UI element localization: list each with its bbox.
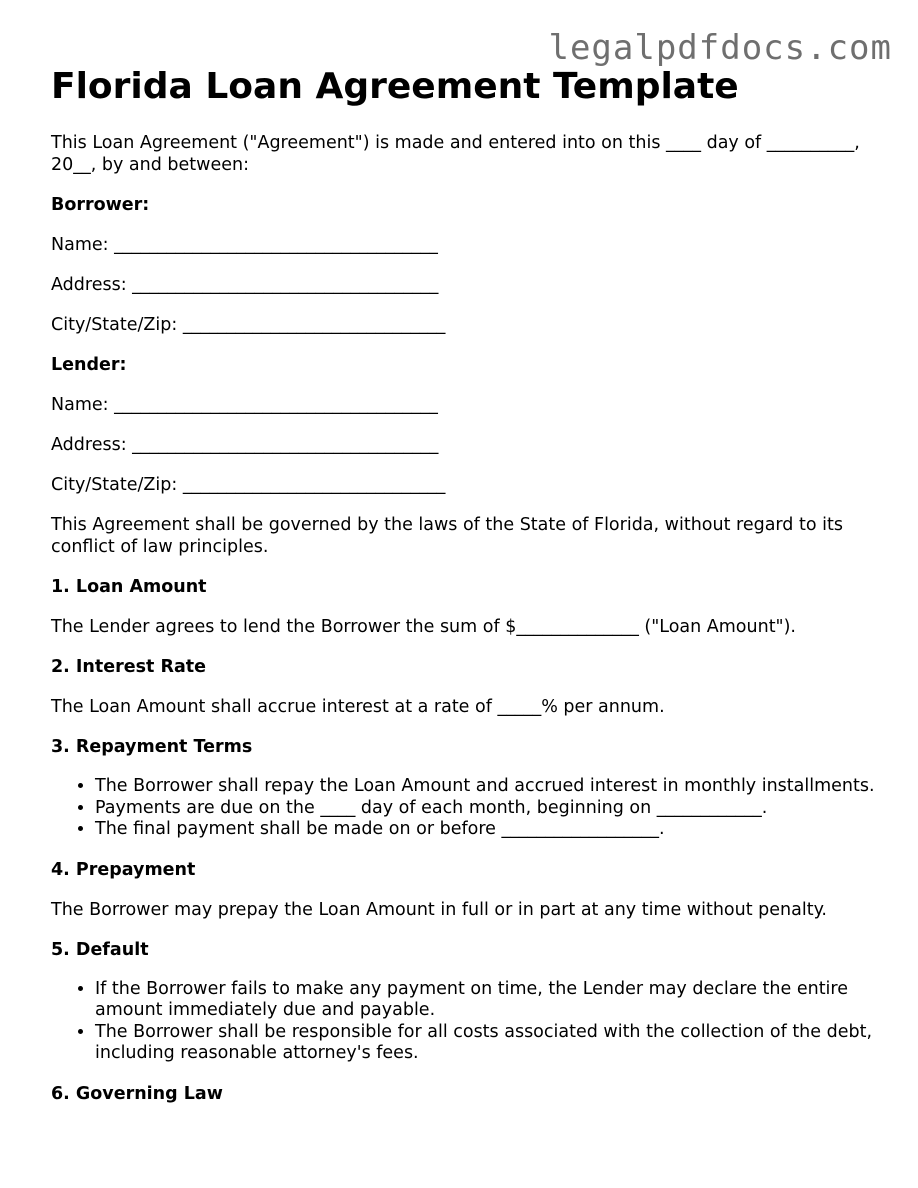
prepayment-text: The Borrower may prepay the Loan Amount in full or in part at any time without penalty. xyxy=(51,899,827,920)
lender-city-line: City/State/Zip: ______________________________ xyxy=(51,475,446,495)
interest-rate-text: The Loan Amount shall accrue interest at a rate of _____% per annum. xyxy=(51,697,665,717)
section-heading-prepayment: 4. Prepayment xyxy=(51,859,196,880)
intro-paragraph: This Loan Agreement ("Agreement") is made and entered into on this ____ day of __________, 20__, by and between: xyxy=(51,133,860,175)
section-heading-repayment-terms: 3. Repayment Terms xyxy=(51,737,253,757)
governing-paragraph: This Agreement shall be governed by the laws of the State of Florida, without regard to its conflict of law principles. xyxy=(51,515,843,557)
section-heading-governing-law: 6. Governing Law xyxy=(51,1083,223,1104)
default-list xyxy=(51,979,891,1065)
lender-name-line: Name: _____________________________________ xyxy=(51,395,438,415)
section-heading-default: 5. Default xyxy=(51,939,149,960)
repayment-list xyxy=(51,776,891,841)
list-item: • If the Borrower fails to make any payment on time, the Lender may declare the entire amount immediately due and payable. xyxy=(95,979,891,1022)
borrower-name-line: Name: _____________________________________ xyxy=(51,235,438,255)
section-heading-interest-rate: 2. Interest Rate xyxy=(51,657,207,677)
borrower-address-line: Address: ___________________________________ xyxy=(51,275,439,295)
document-page xyxy=(51,66,891,1105)
watermark: legalpdfdocs.com xyxy=(548,28,892,68)
section-heading-loan-amount: 1. Loan Amount xyxy=(51,577,207,597)
borrower-city-line: City/State/Zip: ______________________________ xyxy=(51,315,446,335)
list-item: • The final payment shall be made on or before __________________. xyxy=(95,819,891,841)
borrower-label: Borrower: xyxy=(51,195,150,215)
lender-address-line: Address: ___________________________________ xyxy=(51,435,439,455)
lender-label: Lender: xyxy=(51,355,127,375)
list-item: • Payments are due on the ____ day of each month, beginning on ____________. xyxy=(95,798,891,820)
list-item: • The Borrower shall repay the Loan Amount and accrued interest in monthly installments. xyxy=(95,776,891,798)
list-item: • The Borrower shall be responsible for all costs associated with the collection of the debt, including reasonable attorney's fees. xyxy=(95,1022,891,1065)
loan-amount-text: The Lender agrees to lend the Borrower the sum of $______________ ("Loan Amount"). xyxy=(51,617,796,637)
page-title: Florida Loan Agreement Template xyxy=(51,66,739,107)
